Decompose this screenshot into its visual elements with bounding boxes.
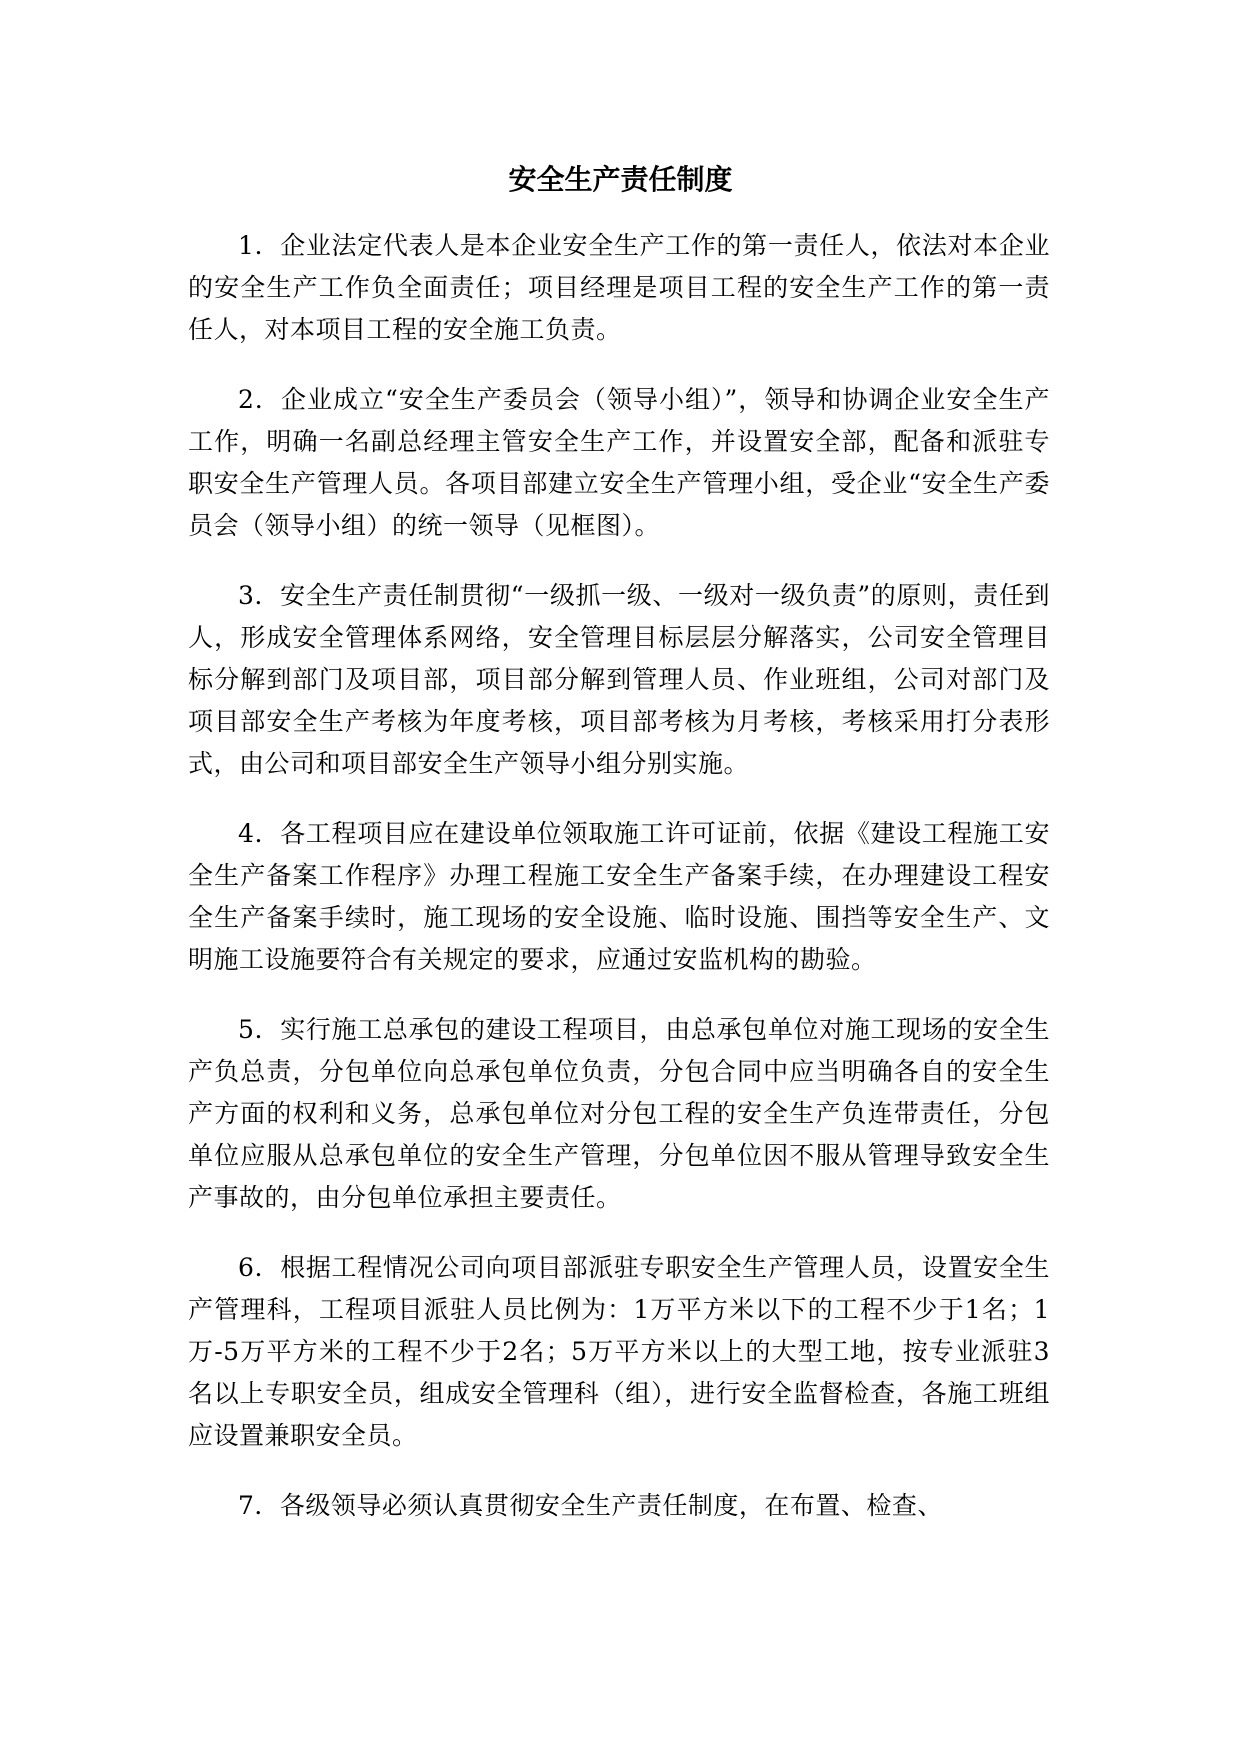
paragraph-3: 3．安全生产责任制贯彻“一级抓一级、一级对一级负责”的原则，责任到人，形成安全管理体系网络，安全管理目标层层分解落实，公司安全管理目标分解到部门及项目部，项目部分解到管理人员、作业班组，公司对部门及项目部安全生产考核为年度考核，项目部考核为月考核，考核采用打分表形式，由公司和项目部安全生产领导小组分别实施。 bbox=[188, 581, 1050, 778]
paragraph-1: 1．企业法定代表人是本企业安全生产工作的第一责任人，依法对本企业的安全生产工作负全面责任；项目经理是项目工程的安全生产工作的第一责任人，对本项目工程的安全施工负责。 bbox=[188, 231, 1050, 344]
document-body bbox=[188, 225, 1050, 1555]
paragraph-4: 4．各工程项目应在建设单位领取施工许可证前，依据《建设工程施工安全生产备案工作程序》办理工程施工安全生产备案手续，在办理建设工程安全生产备案手续时，施工现场的安全设施、临时设施、围挡等安全生产、文明施工设施要符合有关规定的要求，应通过安监机构的勘验。 bbox=[188, 819, 1050, 974]
paragraph-5: 5．实行施工总承包的建设工程项目，由总承包单位对施工现场的安全生产负总责，分包单位向总承包单位负责，分包合同中应当明确各自的安全生产方面的权利和义务，总承包单位对分包工程的安全生产负连带责任，分包单位应服从总承包单位的安全生产管理，分包单位因不服从管理导致安全生产事故的，由分包单位承担主要责任。 bbox=[188, 1015, 1050, 1212]
paragraph-2: 2．企业成立“安全生产委员会（领导小组）”，领导和协调企业安全生产工作，明确一名副总经理主管安全生产工作，并设置安全部，配备和派驻专职安全生产管理人员。各项目部建立安全生产管理小组，受企业“安全生产委员会（领导小组）的统一领导（见框图）。 bbox=[188, 385, 1050, 540]
paragraph-6: 6．根据工程情况公司向项目部派驻专职安全生产管理人员，设置安全生产管理科，工程项目派驻人员比例为：1万平方米以下的工程不少于1名；1万-5万平方米的工程不少于2名；5万平方米以上的大型工地，按专业派驻3名以上专职安全员，组成安全管理科（组），进行安全监督检查，各施工班组应设置兼职安全员。 bbox=[188, 1253, 1050, 1450]
document-title: 安全生产责任制度 bbox=[508, 163, 733, 196]
paragraph-7: 7．各级领导必须认真贯彻安全生产责任制度，在布置、检查、 bbox=[238, 1491, 943, 1520]
